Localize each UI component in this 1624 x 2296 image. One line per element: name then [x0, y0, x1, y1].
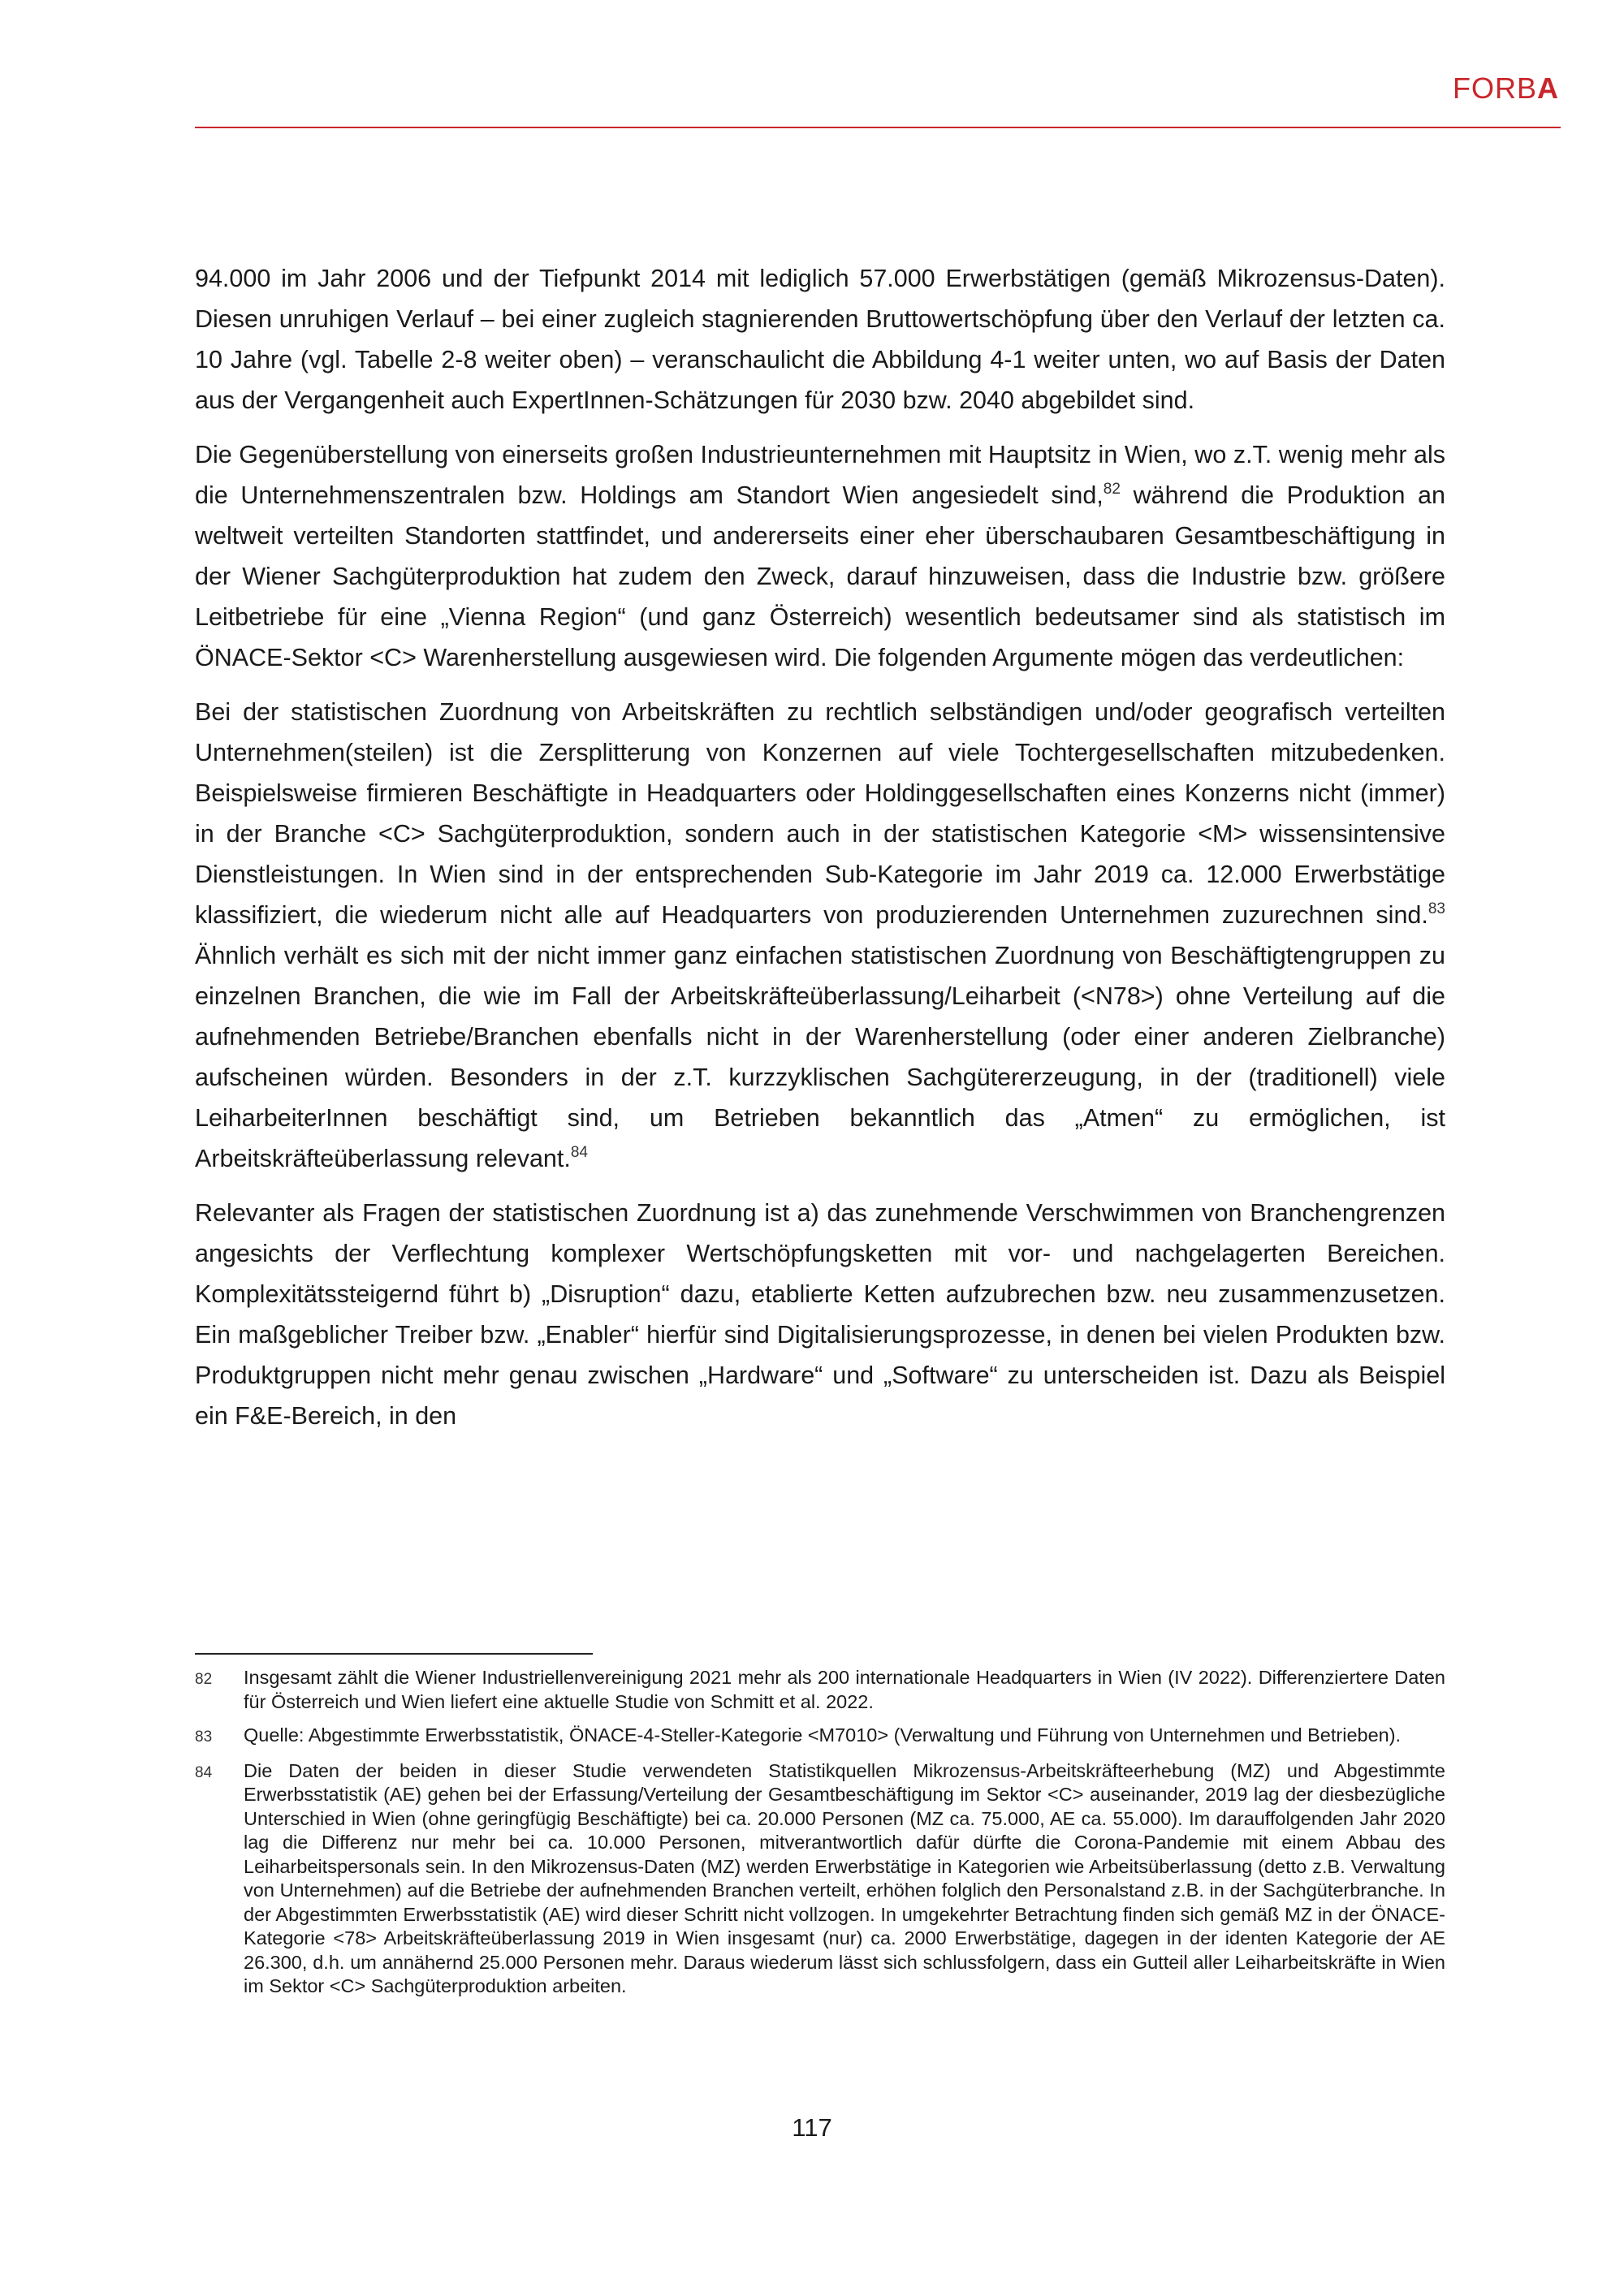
footnote-ref-84[interactable]: 84	[570, 1144, 588, 1161]
footnote-text: Quelle: Abgestimmte Erwerbsstatistik, ÖNACE-4-Steller-Kategorie <M7010> (Verwaltung und Führung von Unternehmen und Betrieben).	[244, 1724, 1402, 1746]
paragraph-3-part-a: Bei der statistischen Zuordnung von Arbeitskräften zu rechtlich selbständigen und/oder geografisch verteilten Unternehmen(steilen) ist die Zersplitterung von Konzernen auf viele Tochtergesellschaften mitzubedenken. Beispielsweise firmieren Beschäftigte in Headquarters oder Holdinggesellschaften eines Konzerns nicht (immer) in der Branche <C> Sachgüterproduktion, sondern auch in der statistischen Kategorie <M> wissensintensive Dienstleistungen. In Wien sind in der entsprechenden Sub-Kategorie im Jahr 2019 ca. 12.000 Erwerbstätige klassifiziert, die wiederum nicht alle auf Headquarters von produzierenden Unternehmen zuzurechnen sind.	[195, 698, 1445, 929]
footnote-ref-82[interactable]: 82	[1103, 481, 1121, 498]
footnote-separator	[195, 1653, 593, 1655]
page-number: 117	[792, 2113, 832, 2142]
paragraph-2-part-b: während die Produktion an weltweit verteilten Standorten stattfindet, und andererseits einer eher überschaubaren Gesamtbeschäftigung in der Wiener Sachgüterproduktion hat zudem den Zweck, darauf hinzuweisen, dass die Industrie bzw. größere Leitbetriebe für eine „Vienna Region“ (und ganz Österreich) wesentlich bedeutsamer sind als statistisch im ÖNACE-Sektor <C> Warenherstellung ausgewiesen wird. Die folgenden Argumente mögen das verdeutlichen:	[195, 481, 1445, 671]
footnote-number: 82	[195, 1671, 213, 1688]
paragraph-4: Relevanter als Fragen der statistischen Zuordnung ist a) das zunehmende Verschwimmen von Branchengrenzen angesichts der Verflechtung komplexer Wertschöpfungsketten mit vor- und nachgelagerten Bereichen. Komplexitätssteigernd führt b) „Disruption“ dazu, etablierte Ketten aufzubrechen bzw. neu zusammenzusetzen. Ein maßgeblicher Treiber bzw. „Enabler“ hierfür sind Digitalisierungsprozesse, in denen bei vielen Produkten bzw. Produktgruppen nicht mehr genau zwischen „Hardware“ und „Software“ zu unterscheiden ist. Dazu als Beispiel ein F&E-Bereich, in den	[195, 1199, 1445, 1430]
paragraph-3	[195, 692, 1445, 1179]
footnote-number: 83	[195, 1728, 213, 1746]
header-rule	[195, 127, 1561, 128]
footnote-84	[195, 1759, 1445, 1999]
footnote-83	[195, 1724, 1445, 1750]
footnote-number: 84	[195, 1763, 213, 1781]
paragraph-2-part-a: Die Gegenüberstellung von einerseits großen Industrieunternehmen mit Hauptsitz in Wien, wo z.T. wenig mehr als die Unternehmenszentralen bzw. Holdings am Standort Wien angesiedelt sind,	[195, 441, 1445, 509]
forba-logo	[1453, 71, 1559, 106]
footnote-text: Die Daten der beiden in dieser Studie verwendeten Statistikquellen Mikrozensus-Arbeitskräfteerhebung (MZ) und Abgestimmte Erwerbsstatistik (AE) gehen bei der Erfassung/Verteilung der Gesamtbeschäftigung im Sektor <C> auseinander, 2019 lag der diesbezügliche Unterschied in Wien (ohne geringfügig Beschäftigte) bei ca. 20.000 Personen (MZ ca. 75.000, AE ca. 55.000). Im darauffolgenden Jahr 2020 lag die Differenz nur mehr bei ca. 10.000 Personen, mitverantwortlich dafür dürfte die Corona-Pandemie mit einem Abbau des Leiharbeitspersonals sein. In den Mikrozensus-Daten (MZ) werden Erwerbstätige in Kategorien wie Arbeitsüberlassung (detto z.B. Verwaltung von Unternehmen) auf die Betriebe der aufnehmenden Branchen verteilt, erhöhen folglich den Personalstand z.B. in der Sachgüterbranche. In der Abgestimmten Erwerbsstatistik (AE) wird dieser Schritt nicht vollzogen. In umgekehrter Betrachtung finden sich gemäß MZ in der ÖNACE-Kategorie <78> Arbeitskräfteüberlassung 2019 in Wien insgesamt (nur) ca. 2000 Erwerbstätige, dagegen in der identen Kategorie der AE 26.300, d.h. um annähernd 25.000 Personen mehr. Daraus wiederum lässt sich schlussfolgern, dass ein Gutteil aller Leiharbeitskräfte in Wien im Sektor <C> Sachgüterproduktion arbeiten.	[244, 1759, 1445, 1996]
paragraph-1: 94.000 im Jahr 2006 und der Tiefpunkt 2014 mit lediglich 57.000 Erwerbstätigen (gemäß Mikrozensus-Daten). Diesen unruhigen Verlauf – bei einer zugleich stagnierenden Bruttowertschöpfung über den Verlauf der letzten ca. 10 Jahre (vgl. Tabelle 2-8 weiter oben) – veranschaulicht die Abbildung 4-1 weiter unten, wo auf Basis der Daten aus der Vergangenheit auch ExpertInnen-Schätzungen für 2030 bzw. 2040 abgebildet sind.	[195, 265, 1445, 414]
footnote-82	[195, 1666, 1445, 1714]
logo-text-regular: FORB	[1452, 71, 1537, 105]
footnote-ref-83[interactable]: 83	[1427, 900, 1445, 917]
paragraph-2	[195, 434, 1445, 678]
footnote-text: Insgesamt zählt die Wiener Industriellenvereinigung 2021 mehr als 200 internationale Headquarters in Wien (IV 2022). Differenziertere Daten für Österreich und Wien liefert eine aktuelle Studie von Schmitt et al. 2022.	[244, 1667, 1445, 1712]
logo-text-bold: A	[1537, 71, 1559, 105]
paragraph-3-part-b: Ähnlich verhält es sich mit der nicht immer ganz einfachen statistischen Zuordnung von Beschäftigtengruppen zu einzelnen Branchen, die wie im Fall der Arbeitskräfteüberlassung/Leiharbeit (<N78>) ohne Verteilung auf die aufnehmenden Betriebe/Branchen ebenfalls nicht in der Warenherstellung (oder einer anderen Zielbranche) aufscheinen würden. Besonders in der z.T. kurzzyklischen Sachgütererzeugung, in der (traditionell) viele LeiharbeiterInnen beschäftigt sind, um Betrieben bekanntlich das „Atmen“ zu ermöglichen, ist Arbeitskräfteüberlassung relevant.	[195, 942, 1445, 1172]
footnotes	[195, 1666, 1445, 2009]
body-text	[195, 258, 1445, 1450]
